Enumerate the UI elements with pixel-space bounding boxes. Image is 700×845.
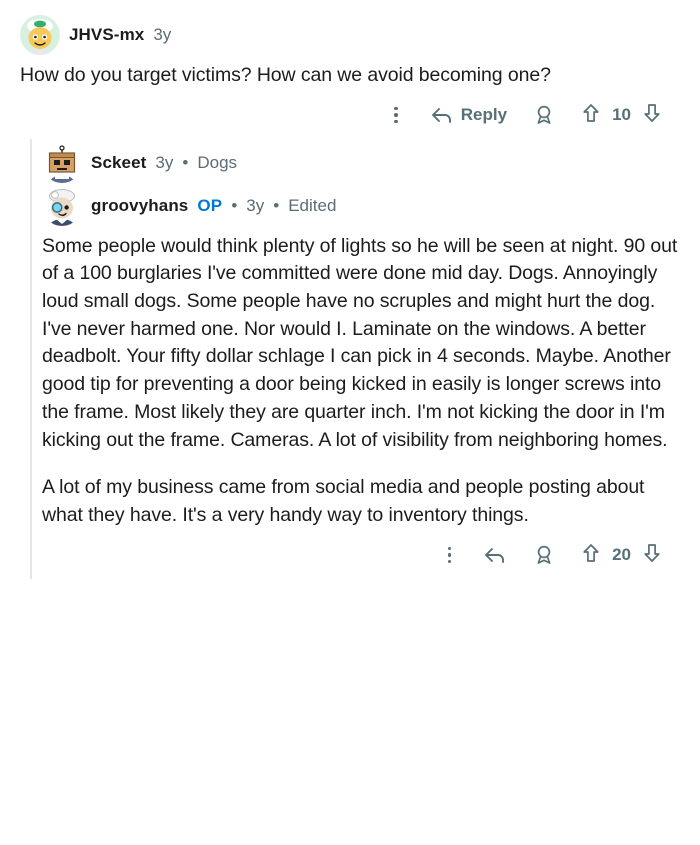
kebab-icon[interactable] bbox=[388, 105, 404, 126]
avatar-jhvs-mx[interactable] bbox=[20, 15, 60, 55]
comment-author[interactable]: groovyhans bbox=[91, 195, 189, 215]
thread-line[interactable] bbox=[30, 183, 32, 579]
comment-sckeet bbox=[0, 139, 700, 183]
kebab-icon[interactable] bbox=[442, 545, 458, 566]
reply-button[interactable] bbox=[430, 105, 507, 125]
thread-line[interactable] bbox=[30, 139, 32, 183]
comment-paragraph: Some people would think plenty of lights so he will be seen at night. 90 out of a 100 burglaries I've committed were done mid day. Dogs. Annoyingly loud small dogs. Some people have no scruples and might hurt the dog. I've never harmed one. Nor would I. Laminate on the windows. A better deadbolt. Your fifty dollar schlage I can pick in 4 seconds. Maybe. Another good tip for preventing a door being kicked in easily is longer screws into the frame. Most likely they are quarter inch. I'm not kicking the door in I'm kicking out the frame. Cameras. A lot of visibility from neighboring homes. bbox=[42, 234, 678, 451]
award-icon bbox=[533, 544, 555, 566]
reply-arrow-icon bbox=[483, 545, 507, 565]
meta-separator: • bbox=[231, 195, 238, 215]
comment-groovyhans bbox=[0, 183, 700, 579]
reply-label: Reply bbox=[460, 105, 508, 125]
award-icon bbox=[533, 104, 555, 126]
comment-jhvs-mx bbox=[0, 0, 700, 139]
vote-group bbox=[581, 542, 662, 569]
meta-separator: • bbox=[273, 195, 280, 215]
vote-count: 10 bbox=[612, 105, 631, 125]
comment-body bbox=[42, 227, 686, 530]
comment-header bbox=[20, 14, 686, 56]
comment-header bbox=[42, 143, 686, 183]
reply-arrow-icon bbox=[430, 105, 454, 125]
downvote-arrow-icon[interactable] bbox=[642, 102, 662, 129]
award-button[interactable] bbox=[533, 104, 555, 126]
upvote-arrow-icon[interactable] bbox=[581, 102, 601, 129]
meta-separator: • bbox=[182, 152, 189, 172]
comment-author[interactable]: JHVS-mx bbox=[69, 25, 145, 44]
comment-age: 3y bbox=[155, 152, 174, 172]
comment-actions bbox=[20, 90, 686, 139]
comment-paragraph: A lot of my business came from social media and people posting about what they have. It's a very handy way to inventory things. bbox=[42, 476, 645, 526]
vote-group bbox=[581, 102, 662, 129]
comment-body bbox=[20, 56, 686, 90]
reply-button[interactable] bbox=[483, 545, 507, 565]
comment-paragraph: How do you target victims? How can we avoid becoming one? bbox=[20, 64, 551, 86]
edited-label: Edited bbox=[288, 195, 337, 215]
op-badge: OP bbox=[197, 195, 223, 215]
comment-actions bbox=[42, 530, 686, 579]
comment-author[interactable]: Sckeet bbox=[91, 152, 147, 172]
avatar-sckeet[interactable] bbox=[42, 143, 82, 183]
comment-age: 3y bbox=[246, 195, 265, 215]
upvote-arrow-icon[interactable] bbox=[581, 542, 601, 569]
award-button[interactable] bbox=[533, 544, 555, 566]
comment-header bbox=[42, 185, 686, 227]
vote-count: 20 bbox=[612, 545, 631, 565]
downvote-arrow-icon[interactable] bbox=[642, 542, 662, 569]
comment-flair: Dogs bbox=[197, 152, 238, 172]
comment-age: 3y bbox=[153, 25, 172, 44]
avatar-groovyhans[interactable] bbox=[42, 186, 82, 226]
